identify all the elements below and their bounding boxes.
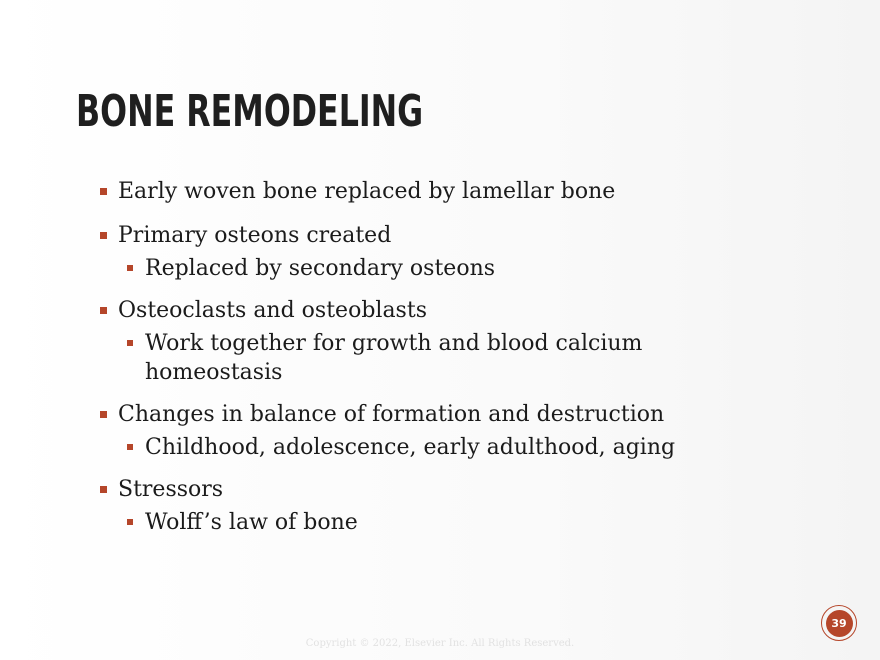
bullet-text: Stressors: [118, 477, 224, 502]
bullet-text: Primary osteons created: [118, 223, 392, 248]
sub-bullet-list: [100, 433, 860, 462]
bullet-text: Osteoclasts and osteoblasts: [118, 298, 427, 323]
square-bullet-icon: [100, 486, 107, 493]
sub-bullet-text: Wolff’s law of bone: [145, 510, 358, 535]
page-number-badge: [821, 605, 857, 641]
sub-bullet-list: [100, 254, 860, 283]
bullet-text: Changes in balance of formation and destruction: [118, 402, 665, 427]
bullet-list: [100, 176, 860, 549]
bullet-item: [100, 399, 860, 431]
bullet-item: [100, 474, 860, 506]
square-bullet-icon: [100, 307, 107, 314]
sub-bullet-list: [100, 329, 860, 387]
square-bullet-icon: [100, 188, 107, 195]
sub-bullet-list: [100, 508, 860, 537]
square-bullet-icon: [127, 265, 133, 271]
slide-title: BONE REMODELING: [76, 86, 424, 137]
bullet-item: [100, 295, 860, 327]
sub-bullet-item: [127, 329, 705, 387]
square-bullet-icon: [127, 340, 133, 346]
sub-bullet-item: [127, 433, 860, 462]
square-bullet-icon: [127, 519, 133, 525]
sub-bullet-item: [127, 254, 860, 283]
page-number: 39: [826, 610, 853, 637]
sub-bullet-text: Work together for growth and blood calcium homeostasis: [145, 331, 643, 385]
sub-bullet-text: Replaced by secondary osteons: [145, 256, 496, 281]
sub-bullet-text: Childhood, adolescence, early adulthood, aging: [145, 435, 676, 460]
square-bullet-icon: [100, 232, 107, 239]
square-bullet-icon: [100, 411, 107, 418]
square-bullet-icon: [127, 444, 133, 450]
bullet-text: Early woven bone replaced by lamellar bone: [118, 179, 616, 204]
sub-bullet-item: [127, 508, 860, 537]
bullet-item: [100, 220, 860, 252]
bullet-item: [100, 176, 860, 208]
copyright-notice: Copyright © 2022, Elsevier Inc. All Rights Reserved.: [305, 638, 575, 649]
